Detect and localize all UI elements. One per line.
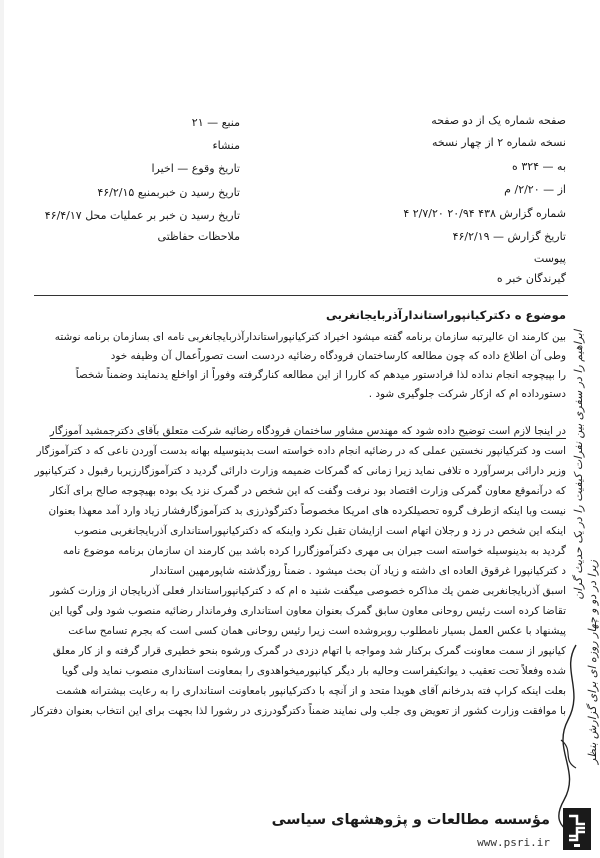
- body-line: اسبق آذربایجانغربی ضمن یك مذاکره خصوصی میگفت شنید ه ام که د کترکیانپوراستاندار فعلی آذربایجان از وزارت کشور: [50, 585, 566, 597]
- header-copy-number: نسخه شماره ۲ از چهار نسخه: [431, 136, 566, 149]
- body-line: پیشنهاد با عکس العمل بسیار نامطلوب روبروشده است زیرا رئیس روحانی همان کسی است که بجرم تسامح ساعت: [68, 625, 566, 637]
- body-line: نیست وبا اینکه ازطرف گروه تحصیلکرده های امریکا مخصوصاً دکترگوذرزی بد کترآموزگارفشار زیاد وارد آمد معهذا بعنوان: [48, 505, 566, 517]
- header-event-date: تاریخ وقوع — اخیرا: [151, 162, 240, 175]
- body-line: با موافقت وزارت کشور از تعویض وی جلب ولی نمایند ضمناً دکترگودرزی در رشورا لذا بجهت برای این انتخاب بعنوان دفترکار: [31, 705, 566, 717]
- body-line: را بپیچوجه انجام نداده لذا فرادستور میدهم که کاررا از این مطالعه کنارگرفته وفوراً از اواخلع یدنمایند وضمناً شخصاً: [75, 369, 566, 381]
- institute-url[interactable]: www.psri.ir: [477, 836, 550, 849]
- body-line: دستورداده ام که ازکار شرکت جلوگیری شود .: [368, 388, 566, 400]
- footer-banner: [0, 798, 600, 858]
- subject-line: موضوع ه دکترکیانپوراستاندارآذربایجانغربی: [325, 308, 566, 322]
- body-line: در اینجا لازم است توضیح داده شود که مهندس مشاور ساختمان فرودگاه رضائیه شرکت متعلق بآقای دکترجمشید آموزگار: [49, 425, 566, 437]
- body-line: وطی آن اطلاع داده که چون مطالعه کارساختمان فرودگاه رضائیه دردست است تصوراًعمال آن وظیفه خود: [110, 350, 566, 362]
- header-operations-receipt-date: تاریخ رسید ن خبر بر عملیات محل ۴۶/۴/۱۷: [44, 209, 240, 222]
- body-line: بعلت اینکه کراپ فته بدرخانم آقای هویدا متحد و از آنچه با دکترکیانپور بامعاونت استانداری را به رعایت بیشترانه هشمت: [55, 685, 566, 697]
- body-line: کیانپور از سمت معاونت گمرک برکنار شد ومواجه با اتهام دزدی در گمرک ورشوه بنحو خطیری قرار گرفته و از کار معلق: [52, 645, 566, 657]
- header-security-notes: ملاحظات حفاظتی: [157, 230, 240, 243]
- header-divider: [34, 295, 568, 296]
- institute-logo-icon: [563, 808, 591, 850]
- header-report-number: شماره گزارش ۴۳۸ ۲۰/۹۴ ۲/۷/۲۰ ۴: [403, 207, 566, 220]
- body-line: که درآنموقع معاون گمرکی وزارت اقتصاد بود نرفت وگفت که این شخص در گمرک نزد یک بوده بهیچوجه صالح برای آنکار: [49, 485, 566, 497]
- body-line: بین کارمند ان عالیرتبه سازمان برنامه گفته میشود اخیراد کترکیانپوراستاندارآذربایجانغربی نامه ای بسازمان برنامه نوشته: [54, 331, 566, 343]
- header-recipients: گیرندگان خبر ه: [496, 272, 566, 285]
- header-from: از — ۲/۲۰/ م: [504, 183, 566, 196]
- body-line: شده وفعلاً تحت تعقیب د یوانکیفراست وحالیه بار دیگر کیانپورمیخواهدوی را بمعاونت استانداری منصوب نماید ولی گویا: [61, 665, 566, 677]
- body-line: است ود کترکیانپور نخستین عملی که در رضائیه انجام داده خواسته است بدینوسیله بهانه بدست آوردن ناعی که د کترآموزگار: [36, 445, 566, 457]
- header-source-receipt-date: تاریخ رسید ن خبربمنبع ۴۶/۲/۱۵: [97, 186, 240, 199]
- body-line: اینکه این شخص در زد و رجلان اتهام است ازایشان تقبل نکرد واینکه که دکترکیانپوراستانداری آذربایجانغربی منصوب: [74, 525, 566, 537]
- header-attachment: پیوست: [533, 252, 566, 265]
- institute-name: مؤسسه مطالعات و پژوهشهای سیاسی: [271, 812, 550, 828]
- header-report-date: تاریخ گزارش — ۴۶/۲/۱۹: [452, 230, 566, 243]
- body-line: د کترکیانپورا غرقوق العاده ای داشته و زیاد آن بحث میشود . ضمناً روزگذشته شاپورمهین استاندار: [150, 565, 566, 577]
- header-origin: منشاء: [212, 139, 240, 152]
- handwritten-margin-note: ابراهیم را در سفری بین نفرات کیفیت را در یک حدیث گران: [572, 330, 585, 600]
- scan-edge: [0, 0, 4, 858]
- header-source: منبع — ۲۱: [191, 116, 240, 129]
- body-line: وزیر دارائی برسرآورد ه تلافی نماید زیرا زمانی که گمرکات ضمیمه وزارت دارائی گردید د کترآموزگارزیربا رقبول د کترکیانپور: [34, 465, 566, 477]
- handwritten-margin-note: زیرا در دو و چهار روزه ای برای گزارش بنظر: [586, 560, 599, 764]
- body-line: گردید به بدینوسیله خواسته است جبران بی مهری دکترآموزگاررا کرده باشد بین کارمند ان سازمان برنامه موضوع نامه: [63, 545, 566, 557]
- body-line: تقاضا کرده است رئیس روحانی معاون سابق گمرک بعنوان معاون استانداری وفرماندار رضائیه منصوب شود ولی گویا این: [49, 605, 566, 617]
- header-page-number: صفحه شماره یک از دو صفحه: [431, 114, 566, 127]
- header-to: به — ۳۲۴ ه: [512, 160, 566, 173]
